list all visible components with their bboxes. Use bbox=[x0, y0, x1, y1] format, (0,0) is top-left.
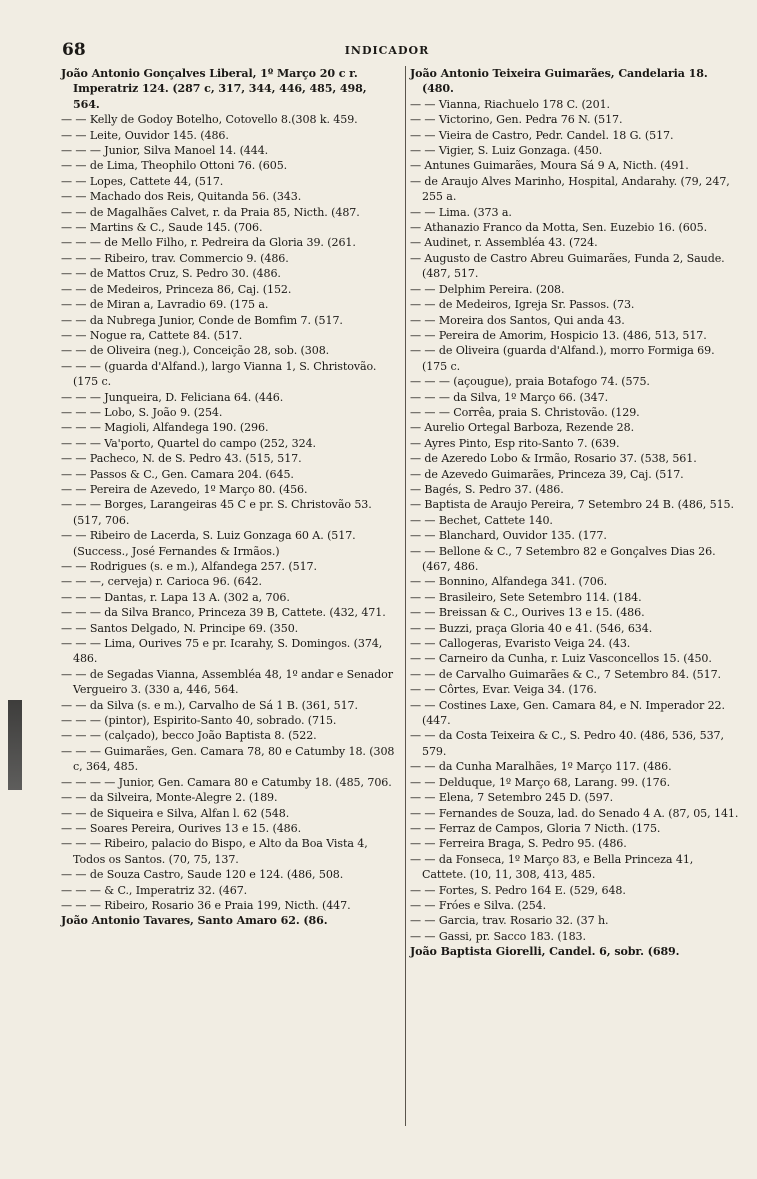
directory-entry: — — Elena, 7 Setembro 245 D. (597. bbox=[410, 791, 614, 805]
directory-entry: — — Costines Laxe, Gen. Camara 84, e N. Imperador 22. (447. bbox=[410, 698, 725, 728]
directory-entry: — — Rodrigues (s. e m.), Alfandega 257. (517. bbox=[61, 560, 317, 573]
directory-entry: — Audinet, r. Assembléa 43. (724. bbox=[410, 236, 598, 250]
directory-entry: — — Brasileiro, Sete Setembro 114. (184. bbox=[410, 590, 642, 604]
directory-entry: — — Ferreira Braga, S. Pedro 95. (486. bbox=[410, 837, 627, 851]
directory-entry: — Bagés, S. Pedro 37. (486. bbox=[410, 482, 564, 496]
directory-entry: — — Delphim Pereira. (208. bbox=[410, 282, 565, 296]
directory-entry: — — Vigier, S. Luiz Gonzaga. (450. bbox=[410, 144, 603, 158]
directory-entry: — — —, cerveja) r. Carioca 96. (642. bbox=[61, 575, 262, 589]
directory-entry: — — Soares Pereira, Ourives 13 e 15. (486. bbox=[61, 821, 302, 835]
directory-entry: — — de Medeiros, Igreja Sr. Passos. (73. bbox=[410, 298, 635, 312]
directory-entry: — — Nogue ra, Cattete 84. (517. bbox=[61, 328, 243, 342]
directory-entry: — de Azevedo Guimarães, Princeza 39, Caj. (517. bbox=[410, 467, 684, 481]
directory-entry: — — Buzzi, praça Gloria 40 e 41. (546, 634. bbox=[410, 621, 653, 635]
directory-entry: — — da Silva (s. e m.), Carvalho de Sá 1 B. (361, 517. bbox=[61, 698, 358, 712]
directory-entry: — de Azeredo Lobo & Irmão, Rosario 37. (538, 561. bbox=[410, 452, 697, 466]
directory-entry: — — da Nubrega Junior, Conde de Bomfim 7. (517. bbox=[61, 313, 343, 327]
directory-entry: — — Fernandes de Souza, lad. do Senado 4 A. (87, 05, 141. bbox=[410, 806, 739, 820]
directory-entry: — — Vianna, Riachuelo 178 C. (201. bbox=[410, 97, 610, 111]
directory-entry: — — — Guimarães, Gen. Camara 78, 80 e Catumby 18. (308 c, 364, 485. bbox=[61, 744, 395, 774]
directory-entry: — — — (calçado), becco João Baptista 8. (522. bbox=[61, 729, 317, 743]
directory-entry: — Baptista de Araujo Pereira, 7 Setembro 24 B. (486, 515. bbox=[410, 498, 734, 512]
directory-entry: — — de Siqueira e Silva, Alfan l. 62 (548. bbox=[61, 806, 290, 820]
directory-entry: João Antonio Tavares, Santo Amaro 62. (86. bbox=[61, 914, 328, 928]
directory-entry: — Antunes Guimarães, Moura Sá 9 A, Nicth. (491. bbox=[410, 159, 689, 173]
directory-entry: — — de Mattos Cruz, S. Pedro 30. (486. bbox=[61, 267, 281, 281]
directory-entry: — — Fortes, S. Pedro 164 E. (529, 648. bbox=[410, 883, 626, 897]
directory-entry: — — Delduque, 1º Março 68, Larang. 99. (176. bbox=[410, 775, 671, 789]
directory-entry: — — — Lima, Ourives 75 e pr. Icarahy, S. Domingos. (374, 486. bbox=[61, 637, 383, 666]
directory-entry: João Baptista Giorelli, Candel. 6, sobr. (689. bbox=[410, 945, 680, 959]
directory-entry: — — Pereira de Amorim, Hospicio 13. (486, 513, 517. bbox=[410, 328, 707, 342]
right-column bbox=[410, 66, 740, 960]
directory-entry: — — — Dantas, r. Lapa 13 A. (302 a, 706. bbox=[61, 590, 290, 604]
directory-entry: João Antonio Gonçalves Liberal, 1º Março 20 c r. Imperatriz 124. (287 c, 317, 344, 446, 485, 498, 564. bbox=[61, 67, 367, 111]
directory-entry: — — Ribeiro de Lacerda, S. Luiz Gonzaga 60 A. (517. (Success., José Fernandes & Irmãos.) bbox=[61, 529, 356, 558]
directory-entry: — — de Medeiros, Princeza 86, Caj. (152. bbox=[61, 282, 292, 296]
directory-entry: — — — Magioli, Alfandega 190. (296. bbox=[61, 421, 269, 435]
directory-entry: — — Garcia, trav. Rosario 32. (37 h. bbox=[410, 914, 609, 928]
directory-entry: — Augusto de Castro Abreu Guimarães, Funda 2, Saude. (487, 517. bbox=[410, 251, 725, 281]
directory-entry: — — Pereira de Azevedo, 1º Março 80. (456. bbox=[61, 482, 308, 496]
directory-entry: — — Blanchard, Ouvidor 135. (177. bbox=[410, 529, 607, 543]
directory-entry: — Athanazio Franco da Motta, Sen. Euzebio 16. (605. bbox=[410, 221, 708, 235]
directory-entry: — — Carneiro da Cunha, r. Luiz Vasconcellos 15. (450. bbox=[410, 652, 712, 666]
page-number: 68 bbox=[62, 40, 86, 60]
directory-entry: — — Lopes, Cattete 44, (517. bbox=[61, 174, 224, 188]
directory-entry: — — — & C., Imperatriz 32. (467. bbox=[61, 883, 248, 897]
directory-entry: — de Araujo Alves Marinho, Hospital, Andarahy. (79, 247, 255 a. bbox=[410, 174, 730, 204]
page-header bbox=[62, 40, 712, 64]
directory-entry: — — — (guarda d'Alfand.), largo Vianna 1, S. Christovão. (175 c. bbox=[61, 359, 377, 389]
running-title: INDICADOR bbox=[344, 44, 430, 57]
directory-entry: — — Breissan & C., Ourives 13 e 15. (486. bbox=[410, 606, 645, 620]
directory-entry: — — — Junqueira, D. Feliciana 64. (446. bbox=[61, 390, 284, 404]
directory-entry: — — Bonnino, Alfandega 341. (706. bbox=[410, 575, 608, 589]
directory-entry: — — de Souza Castro, Saude 120 e 124. (486, 508. bbox=[61, 868, 344, 882]
directory-entry: — — Lima. (373 a. bbox=[410, 205, 512, 219]
directory-entry: — — Bellone & C., 7 Setembro 82 e Gonçalves Dias 26. (467, 486. bbox=[410, 544, 716, 573]
directory-entry: — — — — Junior, Gen. Camara 80 e Catumby 18. (485, 706. bbox=[61, 775, 392, 789]
directory-entry: — — — Ribeiro, palacio do Bispo, e Alto da Boa Vista 4, Todos os Santos. (70, 75, 137. bbox=[61, 837, 368, 866]
directory-entry: — — da Fonseca, 1º Março 83, e Bella Princeza 41, Cattete. (10, 11, 308, 413, 485. bbox=[410, 852, 694, 882]
directory-entry: — — Kelly de Godoy Botelho, Cotovello 8.(308 k. 459. bbox=[61, 113, 358, 127]
directory-entry: — — — da Silva, 1º Março 66. (347. bbox=[410, 390, 609, 404]
directory-entry: — — da Silveira, Monte-Alegre 2. (189. bbox=[61, 791, 278, 805]
directory-entry: — — — Ribeiro, trav. Commercio 9. (486. bbox=[61, 251, 289, 265]
directory-entry: — — — Ribeiro, Rosario 36 e Praia 199, Nicth. (447. bbox=[61, 898, 351, 912]
directory-entry: — — — Lobo, S. João 9. (254. bbox=[61, 405, 223, 419]
margin-stain bbox=[8, 700, 22, 790]
directory-entry: — — — da Silva Branco, Princeza 39 B, Cattete. (432, 471. bbox=[61, 606, 386, 620]
directory-entry: — — Pacheco, N. de S. Pedro 43. (515, 517. bbox=[61, 452, 302, 466]
directory-entry: — — de Magalhães Calvet, r. da Praia 85, Nicth. (487. bbox=[61, 205, 360, 219]
directory-entry: — — — Va'porto, Quartel do campo (252, 324. bbox=[61, 436, 316, 450]
directory-entry: João Antonio Teixeira Guimarães, Candelaria 18. (480. bbox=[410, 67, 708, 96]
directory-entry: — — Leite, Ouvidor 145. (486. bbox=[61, 128, 229, 142]
left-column bbox=[61, 66, 396, 929]
directory-entry: — — Moreira dos Santos, Qui anda 43. bbox=[410, 313, 625, 327]
directory-entry: — — Fróes e Silva. (254. bbox=[410, 898, 547, 912]
directory-entry: — — — Corrêa, praia S. Christovão. (129. bbox=[410, 405, 640, 419]
directory-entry: — Ayres Pinto, Esp rito-Santo 7. (639. bbox=[410, 436, 620, 450]
directory-entry: — Aurelio Ortegal Barboza, Rezende 28. bbox=[410, 421, 635, 435]
directory-entry: — — — Borges, Larangeiras 45 C e pr. S. Christovão 53. (517, 706. bbox=[61, 498, 372, 527]
directory-entry: — — — (açougue), praia Botafogo 74. (575. bbox=[410, 375, 650, 389]
directory-entry: — — — Junior, Silva Manoel 14. (444. bbox=[61, 144, 269, 158]
directory-entry: — — — de Mello Filho, r. Pedreira da Gloria 39. (261. bbox=[61, 236, 356, 250]
directory-entry: — — Bechet, Cattete 140. bbox=[410, 513, 553, 527]
directory-entry: — — Vieira de Castro, Pedr. Candel. 18 G. (517. bbox=[410, 128, 674, 142]
directory-entry: — — Santos Delgado, N. Principe 69. (350. bbox=[61, 621, 299, 635]
directory-entry: — — da Cunha Maralhães, 1º Março 117. (486. bbox=[410, 760, 672, 774]
directory-entry: — — de Oliveira (guarda d'Alfand.), morro Formiga 69. (175 c. bbox=[410, 344, 715, 373]
directory-entry: — — da Costa Teixeira & C., S. Pedro 40. (486, 536, 537, 579. bbox=[410, 729, 724, 758]
directory-entry: — — de Segadas Vianna, Assembléa 48, 1º andar e Senador Vergueiro 3. (330 a, 446, 564. bbox=[61, 667, 393, 697]
directory-entry: — — Martins & C., Saude 145. (706. bbox=[61, 221, 263, 235]
directory-entry: — — de Lima, Theophilo Ottoni 76. (605. bbox=[61, 159, 288, 173]
directory-entry: — — Victorino, Gen. Pedra 76 N. (517. bbox=[410, 113, 623, 127]
directory-entry: — — Gassi, pr. Sacco 183. (183. bbox=[410, 929, 586, 943]
directory-entry: — — Machado dos Reis, Quitanda 56. (343. bbox=[61, 190, 302, 204]
directory-entry: — — de Miran a, Lavradio 69. (175 a. bbox=[61, 298, 269, 312]
directory-entry: — — Côrtes, Evar. Veiga 34. (176. bbox=[410, 683, 597, 697]
directory-entry: — — Ferraz de Campos, Gloria 7 Nicth. (175. bbox=[410, 821, 661, 835]
directory-entry: — — de Oliveira (neg.), Conceição 28, sob. (308. bbox=[61, 344, 330, 358]
column-divider bbox=[405, 66, 406, 1126]
directory-entry: — — — (pintor), Espirito-Santo 40, sobrado. (715. bbox=[61, 714, 337, 728]
directory-entry: — — Callogeras, Evaristo Veiga 24. (43. bbox=[410, 637, 631, 651]
directory-entry: — — Passos & C., Gen. Camara 204. (645. bbox=[61, 467, 294, 481]
directory-entry: — — de Carvalho Guimarães & C., 7 Setembro 84. (517. bbox=[410, 667, 721, 681]
